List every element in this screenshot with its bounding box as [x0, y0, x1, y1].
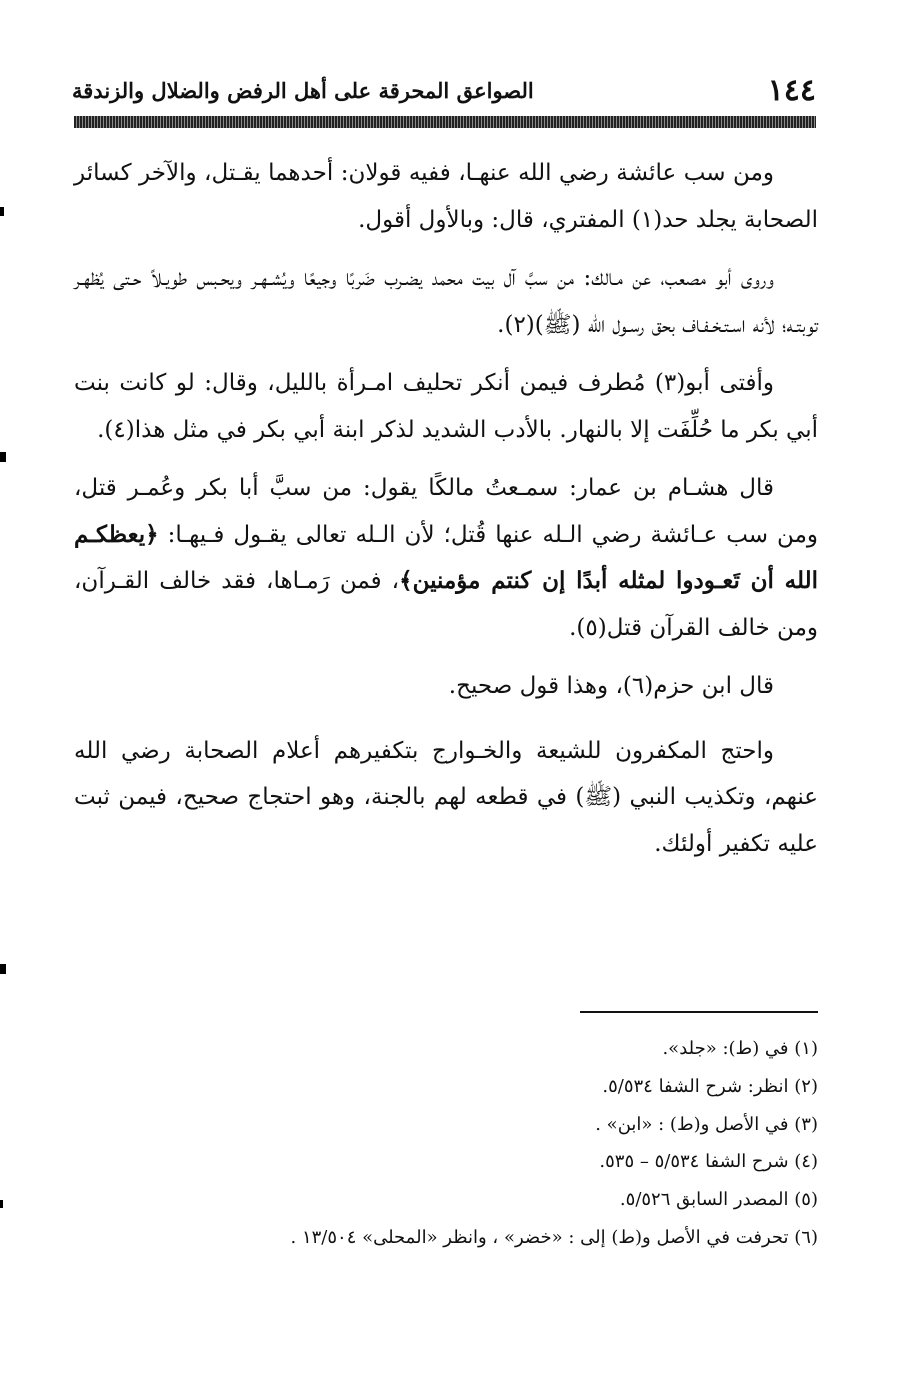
paragraph-2: وروى أبو مصعب، عن مـالك: من سبَّ آل بيت محمد يضـرب ضَربًا وجيعًا ويُشـهـر ويحـبس طويـلاً حـتى يُظهـر توبتـه؛ لأنه اسـتـخـفـاف بحق رسـول الله (ﷺ)(٢). — [74, 265, 818, 338]
footnote-5: (٥) المصدر السابق ٥/٥٢٦. — [619, 1189, 818, 1211]
scan-mark — [0, 207, 4, 216]
footnote-4: (٤) شرح الشفا ٥/٥٣٤ – ٥٣٥. — [599, 1151, 818, 1173]
footnote-2: (٢) انظر: شرح الشفا ٥/٥٣٤. — [602, 1075, 818, 1097]
page-header — [72, 74, 816, 108]
paragraph-5: قال ابن حزم(٦)، وهذا قول صحيح. — [448, 673, 774, 699]
footnote-1: (١) في (ط): «جلد». — [662, 1038, 818, 1059]
footnote-separator — [580, 1011, 818, 1013]
paragraph-6: واحتج المكفرون للشيعة والخـوارج بتكفيرهم أعلام الصحابة رضي الله عنهم، وتكذيب النبي (ﷺ) في قطعه لهم بالجنة، وهو احتجاج صحيح، فيمن ثبت عليه تكفير أولئك. — [74, 737, 818, 857]
scan-mark — [0, 964, 6, 974]
scan-mark — [0, 1200, 3, 1208]
paragraph-3: وأفتى أبو(٣) مُطرف فيمن أنكر تحليف امـرأة بالليل، وقال: لو كانت بنت أبي بكر ما حُلِّفَت إلا بالنهار. بالأدب الشديد لذكر ابنة أبي بكر في مثل هذا(٤). — [74, 370, 818, 443]
quran-quote: ﴿يعظكـم الله أن تَعـودوا لمثله أبدًا إن كنتم مؤمنين﴾ — [74, 520, 818, 594]
paragraph-4-before: قال هشـام بن عمار: سمـعتُ مالكًا يقول: من سبَّ أبا بكر وعُمـر قتل، ومن سب عـائشة رضي الـله عنها قُتل؛ لأن الـله تعالى يقـول فـيهـا: — [74, 475, 818, 548]
paragraph-4 — [74, 465, 818, 651]
scan-mark — [0, 452, 6, 462]
paragraph-4-after: ، فمن رَمـاها، فقد خالف القـرآن، ومن خالف القرآن قتل(٥). — [74, 568, 818, 641]
main-text — [74, 150, 818, 879]
header-rule — [74, 116, 816, 128]
footnote-6: (٦) تحرفت في الأصل و(ط) إلى : «خضر» ، وانظر «المحلى» ١٣/٥٠٤ . — [290, 1226, 818, 1248]
page-number: ١٤٤ — [767, 73, 816, 108]
footnote-3: (٣) في الأصل و(ط) : «ابن» . — [595, 1113, 818, 1135]
paragraph-1: ومن سب عائشة رضي الله عنهـا، ففيه قولان: أحدهما يقـتل، والآخر كسائر الصحابة يجلد حد(١) المفتري، قال: وبالأول أقول. — [74, 160, 818, 233]
footnotes — [74, 1030, 818, 1257]
running-title: الصواعق المحرقة على أهل الرفض والضلال والزندقة — [72, 78, 534, 103]
